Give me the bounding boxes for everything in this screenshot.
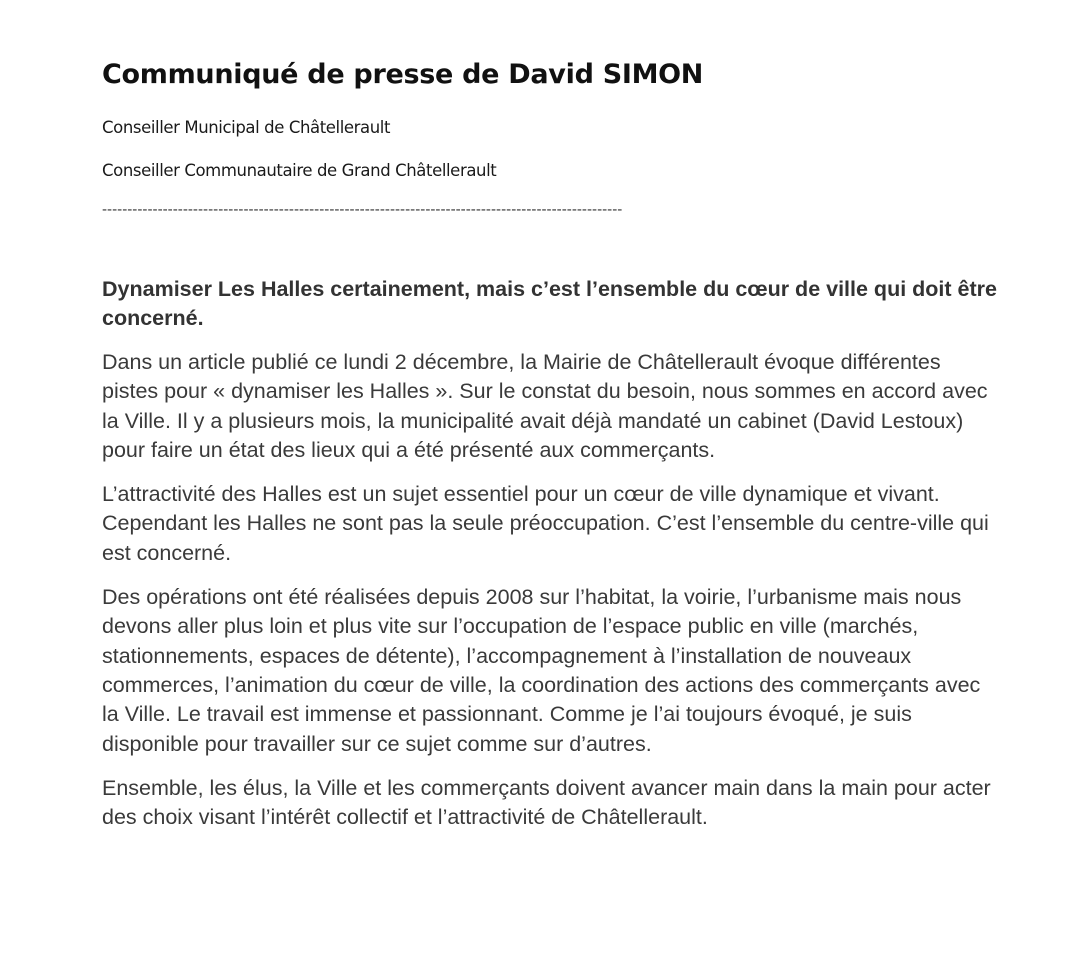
press-release-document xyxy=(102,58,1002,832)
author-role-municipal: Conseiller Municipal de Châtellerault xyxy=(102,118,391,137)
paragraph-3: Des opérations ont été réalisées depuis 2008 sur l’habitat, la voirie, l’urbanisme mais nous devons aller plus loin et plus vite sur l’occupation de l’espace public en ville (marchés, stationnements, espaces de détente), l’accompagnement à l’installation de nouveaux commerces, l’animation du cœur de ville, la coordination des actions des commerçants avec la Ville. Le travail est immense et passionnant. Comme je l’ai toujours évoqué, je suis disponible pour travailler sur ce sujet comme sur d’autres. xyxy=(102,585,981,756)
paragraph-2: L’attractivité des Halles est un sujet essentiel pour un cœur de ville dynamique et vivant. Cependant les Halles ne sont pas la seule préoccupation. C’est l’ensemble du centre-ville qui est concerné. xyxy=(102,482,989,565)
paragraph-4: Ensemble, les élus, la Ville et les commerçants doivent avancer main dans la main pour acter des choix visant l’intérêt collectif et l’attractivité de Châtellerault. xyxy=(102,775,991,830)
paragraph-1: Dans un article publié ce lundi 2 décembre, la Mairie de Châtellerault évoque différentes pistes pour « dynamiser les Halles ». Sur le constat du besoin, nous sommes en accord avec la Ville. Il y a plusieurs mois, la municipalité avait déjà mandaté un cabinet (David Lestoux) pour faire un état des lieux qui a été présenté aux commerçants. xyxy=(102,350,988,462)
author-role-communautaire: Conseiller Communautaire de Grand Châtellerault xyxy=(102,161,497,180)
dashed-divider: ------------------------------------------------------------------------------------------------------- xyxy=(102,202,623,218)
article-headline: Dynamiser Les Halles certainement, mais c’est l’ensemble du cœur de ville qui doit être concerné. xyxy=(102,277,997,330)
document-title: Communiqué de presse de David SIMON xyxy=(102,59,704,90)
